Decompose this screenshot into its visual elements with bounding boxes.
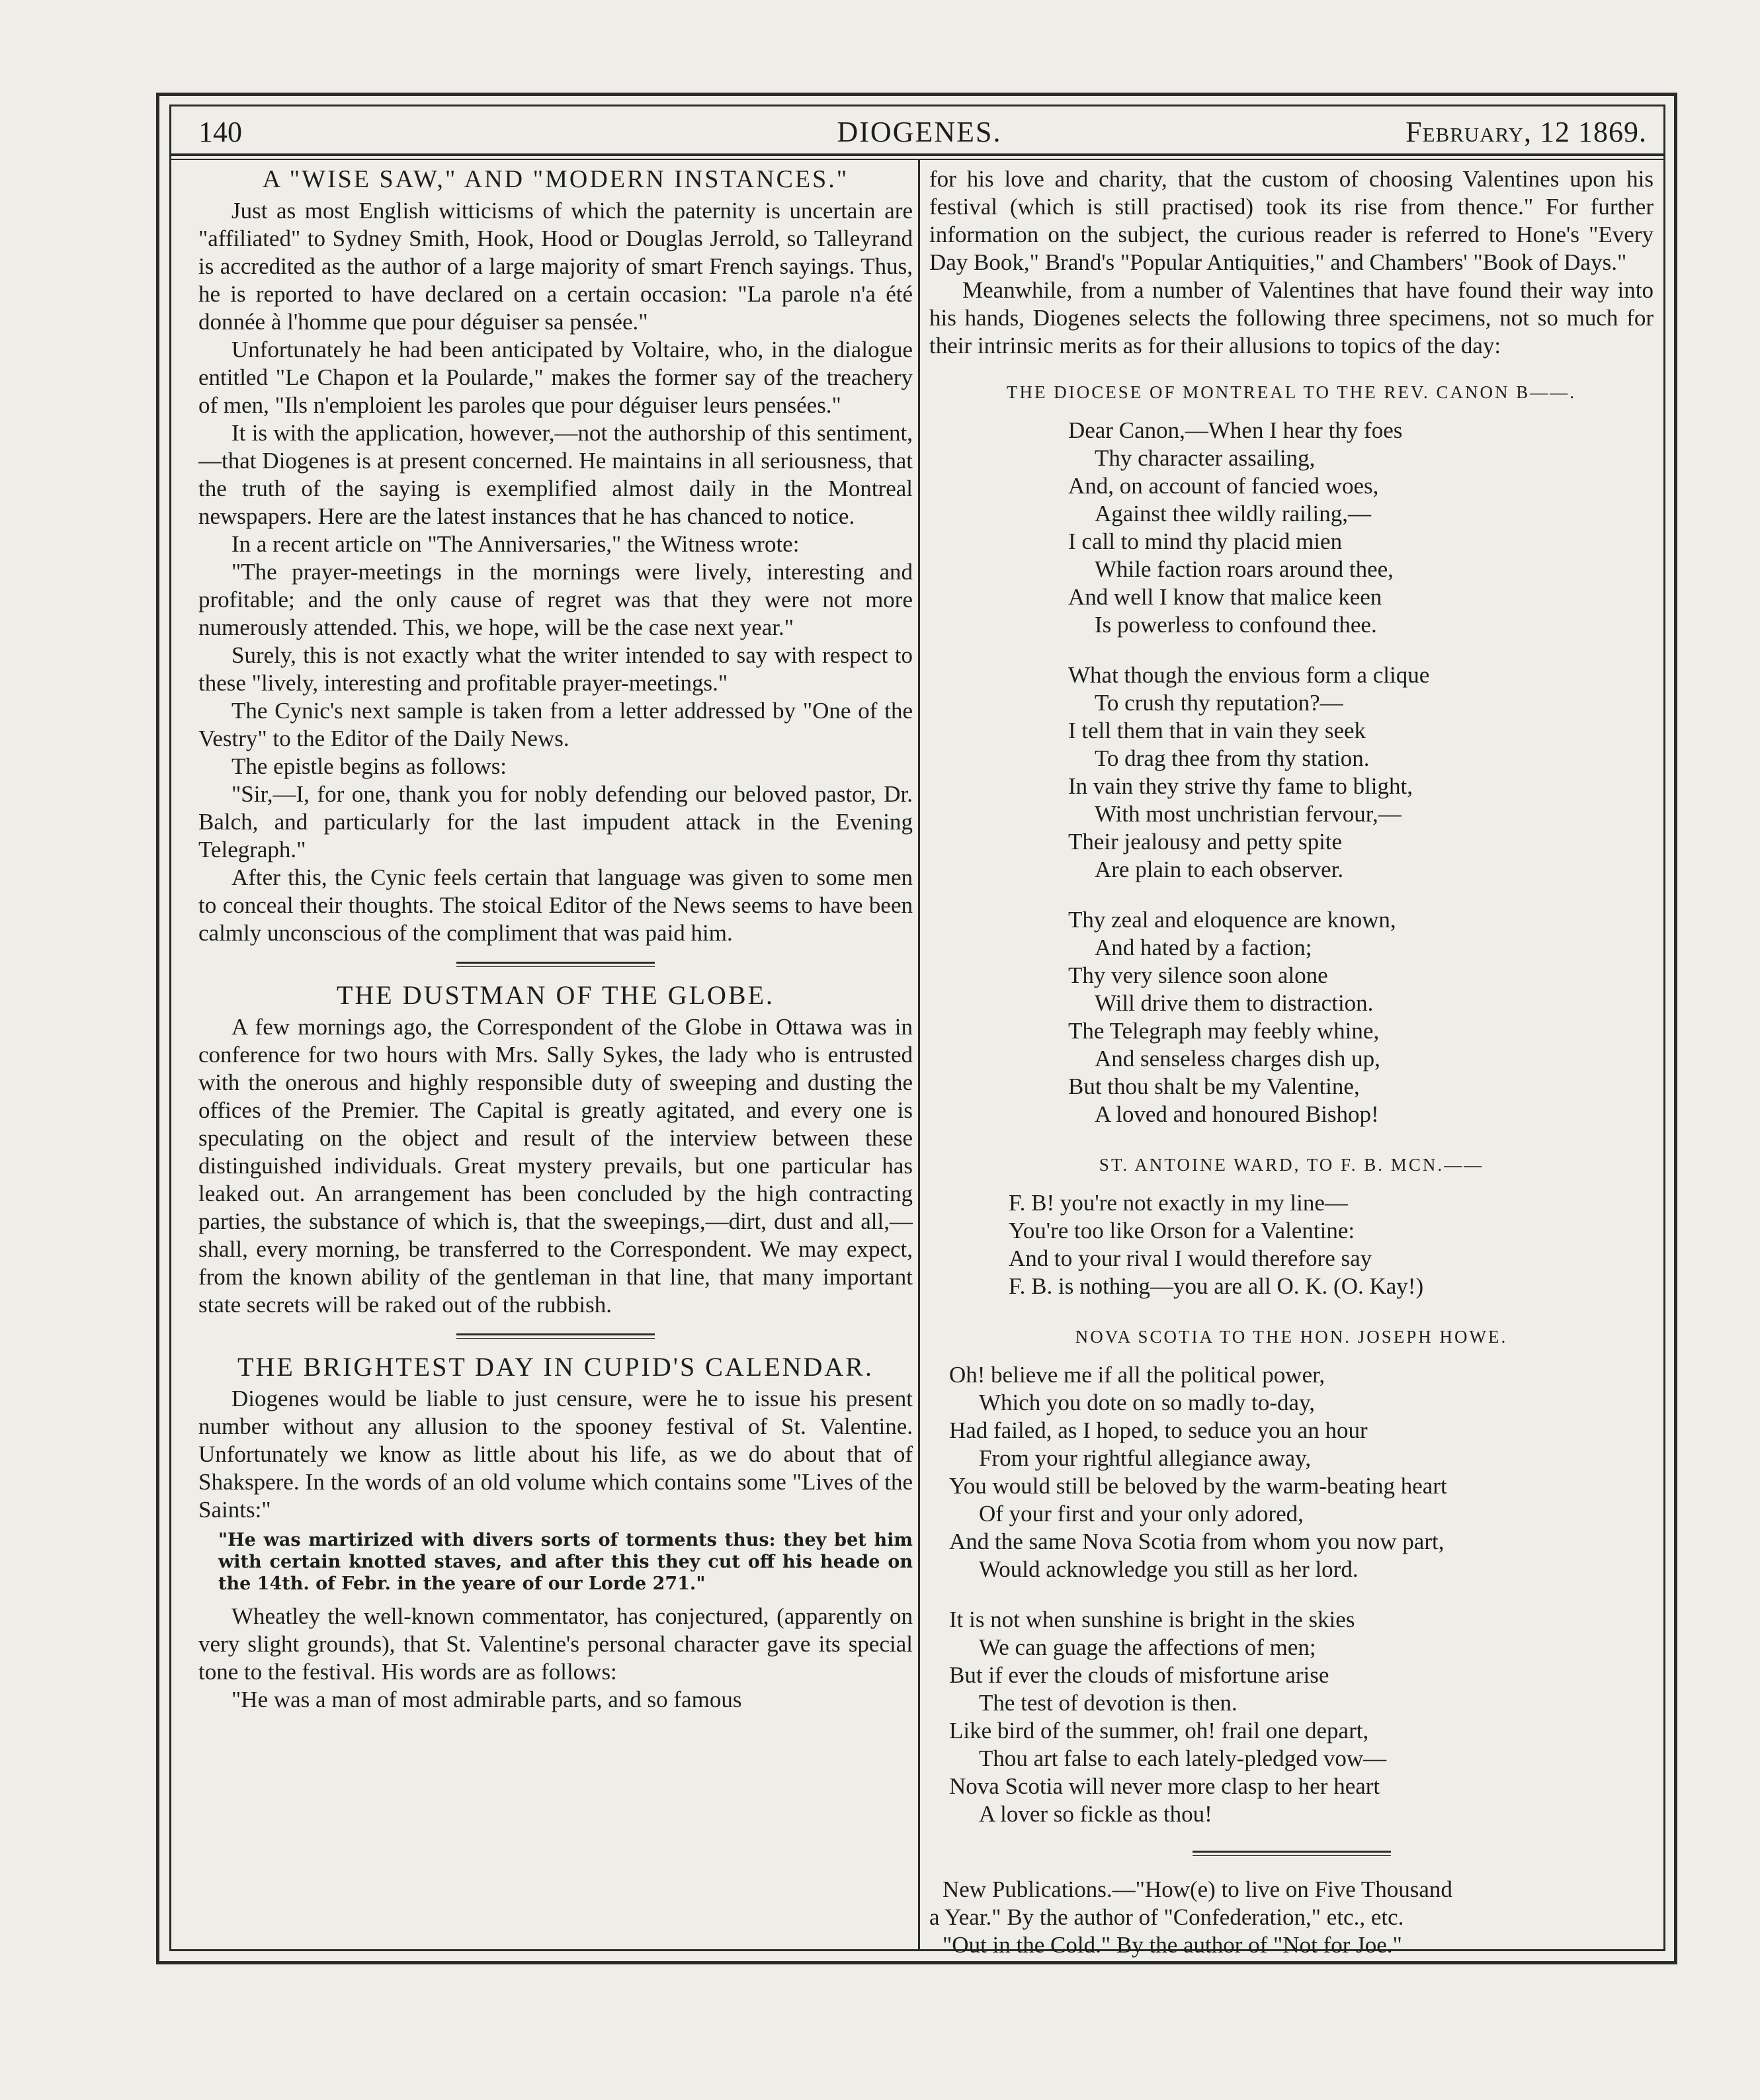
verse-line: Thy character assailing, — [1095, 445, 1316, 471]
verse-line: But thou shalt be my Valentine, — [1068, 1073, 1360, 1099]
verse-line: Dear Canon,—When I hear thy foes — [1068, 417, 1403, 443]
verse-line: Which you dote on so madly to-day, — [979, 1390, 1316, 1415]
paragraph: Meanwhile, from a number of Valentines that have found their way into his hands, Diogenes selects the following three specimens, not so much for their intrinsic merits as for their allusions to topics of the day: — [929, 277, 1654, 358]
verse-line: You're too like Orson for a Valentine: — [1009, 1218, 1355, 1243]
paragraph: Unfortunately he had been anticipated by Voltaire, who, in the dialogue entitled "Le Chapon et la Poularde," makes the former say of the treachery of men, "Ils n'emploient les paroles que pour déguiser leurs pensées." — [198, 337, 913, 418]
quotation: "He was a man of most admirable parts, and so famous — [231, 1687, 742, 1712]
article-title: THE DUSTMAN OF THE GLOBE. — [336, 980, 775, 1010]
publication-line: New Publications.—"How(e) to live on Five Thousand — [943, 1876, 1452, 1902]
verse-line: It is not when sunshine is bright in the skies — [949, 1607, 1355, 1632]
verse-line: From your rightful allegiance away, — [979, 1445, 1312, 1471]
verse-line: Nova Scotia will never more clasp to her heart — [949, 1773, 1380, 1799]
verse-line: Will drive them to distraction. — [1095, 990, 1374, 1016]
verse-line: A loved and honoured Bishop! — [1095, 1101, 1379, 1127]
right-column — [929, 165, 1654, 1959]
verse-line: F. B! you're not exactly in my line— — [1009, 1190, 1348, 1216]
new-publications — [929, 1876, 1654, 1959]
paragraph: Just as most English witticisms of which the paternity is uncertain are "affiliated" to Sydney Smith, Hook, Hood or Douglas Jerrold, so Talleyrand is accredited as the author of a large majority of smart French sayings. Thus, he is reported to have declared on a certain occasion: "La parole n'a été donnée à l'homme que pour déguiser sa pensée." — [198, 198, 913, 335]
verse-line: Of your first and your only adored, — [979, 1501, 1304, 1527]
verse-line: A lover so fickle as thou! — [979, 1801, 1212, 1827]
verse-line: You would still be beloved by the warm-beating heart — [949, 1473, 1447, 1499]
valentine-poem-nova-scotia — [929, 1361, 1654, 1828]
verse-line: We can guage the affections of men; — [979, 1634, 1316, 1660]
verse-line: What though the envious form a clique — [1068, 662, 1430, 688]
valentine-title: ST. ANTOINE WARD, TO F. B. MCN.—— — [1099, 1155, 1484, 1175]
publication-line: "Out in the Cold." By the author of "Not for Joe." — [943, 1932, 1402, 1958]
quotation: "Sir,—I, for one, thank you for nobly defending our beloved pastor, Dr. Balch, and particularly for the last impudent attack in the Evening Telegraph." — [198, 781, 913, 862]
page-number: 140 — [198, 116, 242, 148]
issue-date: February, 12 1869. — [1405, 116, 1647, 148]
verse-line: Their jealousy and petty spite — [1068, 829, 1343, 855]
verse-line: In vain they strive thy fame to blight, — [1068, 773, 1413, 799]
paragraph: Surely, this is not exactly what the writer intended to say with respect to these "lively, interesting and profitable prayer-meetings." — [198, 642, 913, 696]
column-divider — [918, 159, 920, 1951]
verse-line: Had failed, as I hoped, to seduce you an hour — [949, 1417, 1368, 1443]
verse-line: And to your rival I would therefore say — [1009, 1245, 1372, 1271]
paragraph: Wheatley the well-known commentator, has conjectured, (apparently on very slight grounds), that St. Valentine's personal character gave its special tone to the festival. His words are as follows: — [198, 1603, 913, 1685]
paragraph: Diogenes would be liable to just censure, were he to issue his present number without any allusion to the spooney festival of St. Valentine. Unfortunately we know as little about his life, as we do about that of Shakspere. In the words of an old volume which contains some "Lives of the Saints:" — [198, 1386, 913, 1523]
article-wise-saw — [198, 165, 913, 947]
valentine-title: THE DIOCESE OF MONTREAL TO THE REV. CANON B——. — [1006, 382, 1577, 402]
paragraph: The epistle begins as follows: — [231, 753, 507, 779]
verse-line: Like bird of the summer, oh! frail one depart, — [949, 1718, 1369, 1743]
section-divider — [1193, 1851, 1391, 1856]
verse-line: Thy very silence soon alone — [1068, 962, 1328, 988]
verse-line: And well I know that malice keen — [1068, 584, 1382, 610]
verse-line: And hated by a faction; — [1095, 935, 1312, 960]
publication-line: a Year." By the author of "Confederation," etc., etc. — [929, 1904, 1404, 1930]
verse-line: Thy zeal and eloquence are known, — [1068, 907, 1396, 933]
verse-line: Against thee wildly railing,— — [1095, 501, 1371, 526]
left-column — [198, 165, 913, 1714]
article-title: THE BRIGHTEST DAY IN CUPID'S CALENDAR. — [237, 1352, 874, 1382]
valentine-poem-ward — [929, 1189, 1654, 1300]
verse-line: With most unchristian fervour,— — [1095, 801, 1402, 827]
verse-line: The Telegraph may feebly whine, — [1068, 1018, 1380, 1044]
verse-line: I tell them that in vain they seek — [1068, 718, 1366, 743]
verse-line: And, on account of fancied woes, — [1068, 473, 1379, 499]
verse-line: To drag thee from thy station. — [1095, 745, 1370, 771]
verse-line: But if ever the clouds of misfortune arise — [949, 1662, 1329, 1688]
paragraph: After this, the Cynic feels certain that language was given to some men to conceal their thoughts. The stoical Editor of the News seems to have been calmly unconscious of the compliment that was paid him. — [198, 864, 913, 946]
stanza — [929, 1361, 1654, 1583]
verse-line: I call to mind thy placid mien — [1068, 528, 1343, 554]
verse-line: Are plain to each observer. — [1095, 857, 1344, 882]
article-dustman — [198, 982, 913, 1319]
verse-line: And senseless charges dish up, — [1095, 1046, 1380, 1071]
verse-line: F. B. is nothing—you are all O. K. (O. Kay!) — [1009, 1273, 1424, 1299]
verse-line: Oh! believe me if all the political power, — [949, 1362, 1325, 1388]
verse-line: The test of devotion is then. — [979, 1690, 1237, 1716]
page-header — [192, 111, 1647, 157]
stanza — [929, 906, 1654, 1128]
valentine-poem-canon — [929, 417, 1654, 1128]
paragraph: In a recent article on "The Anniversaries," the Witness wrote: — [231, 531, 800, 557]
verse-line: Would acknowledge you still as her lord. — [979, 1556, 1359, 1582]
paragraph: for his love and charity, that the custom of choosing Valentines upon his festival (which is still practised) took its rise from thence." For further information on the subject, the curious reader is referred to Hone's "Every Day Book," Brand's "Popular Antiquities," and Chambers' "Book of Days." — [929, 166, 1654, 275]
verse-line: To crush thy reputation?— — [1095, 690, 1343, 716]
quotation: "The prayer-meetings in the mornings were lively, interesting and profitable; and the only cause of regret was that they were not more numerously attended. This, we hope, will be the case next year." — [198, 559, 913, 640]
paragraph: The Cynic's next sample is taken from a letter addressed by "One of the Vestry" to the Editor of the Daily News. — [198, 698, 913, 751]
stanza — [929, 661, 1654, 884]
valentine-title: NOVA SCOTIA TO THE HON. JOSEPH HOWE. — [1075, 1327, 1508, 1347]
header-rule — [169, 153, 1665, 156]
article-title: A "WISE SAW," AND "MODERN INSTANCES." — [262, 165, 849, 193]
paragraph: A few mornings ago, the Correspondent of the Globe in Ottawa was in conference for two hours with Mrs. Sally Sykes, the lady who is entrusted with the onerous and highly responsible duty of sweeping and dusting the offices of the Premier. The Capital is greatly agitated, and every one is speculating on the object and result of the interview between these distinguished individuals. Great mystery prevails, but one particular has leaked out. An arrangement has been concluded by the high contracting parties, the substance of which is, that the sweepings,—dirt, dust and all,—shall, every morning, be transferred to the Correspondent. We may expect, from the known ability of the gentleman in that line, that many important state secrets will be raked out of the rubbish. — [198, 1014, 913, 1318]
verse-line: Thou art false to each lately-pledged vow— — [979, 1745, 1387, 1771]
article-cupid — [198, 1353, 913, 1714]
verse-line: Is powerless to confound thee. — [1095, 612, 1377, 638]
masthead-title: DIOGENES. — [837, 116, 1002, 148]
paragraph: It is with the application, however,—not the authorship of this sentiment,—that Diogenes is at present concerned. He maintains in all seriousness, that the truth of the saying is exemplified almost daily in the Montreal newspapers. Here are the latest instances that he has chanced to notice. — [198, 420, 913, 529]
stanza — [929, 1606, 1654, 1828]
section-divider — [456, 1333, 655, 1339]
header-rule-thin — [169, 159, 1665, 160]
section-divider — [456, 962, 655, 967]
stanza — [929, 417, 1654, 639]
verse-line: While faction roars around thee, — [1095, 556, 1394, 582]
blackletter-quotation: "He was martirized with divers sorts of torments thus: they bet him with certain knotted staves, and after this they cut off his heade on the 14th. of Febr. in the yeare of our Lorde 271." — [218, 1530, 913, 1594]
verse-line: And the same Nova Scotia from whom you now part, — [949, 1529, 1445, 1554]
